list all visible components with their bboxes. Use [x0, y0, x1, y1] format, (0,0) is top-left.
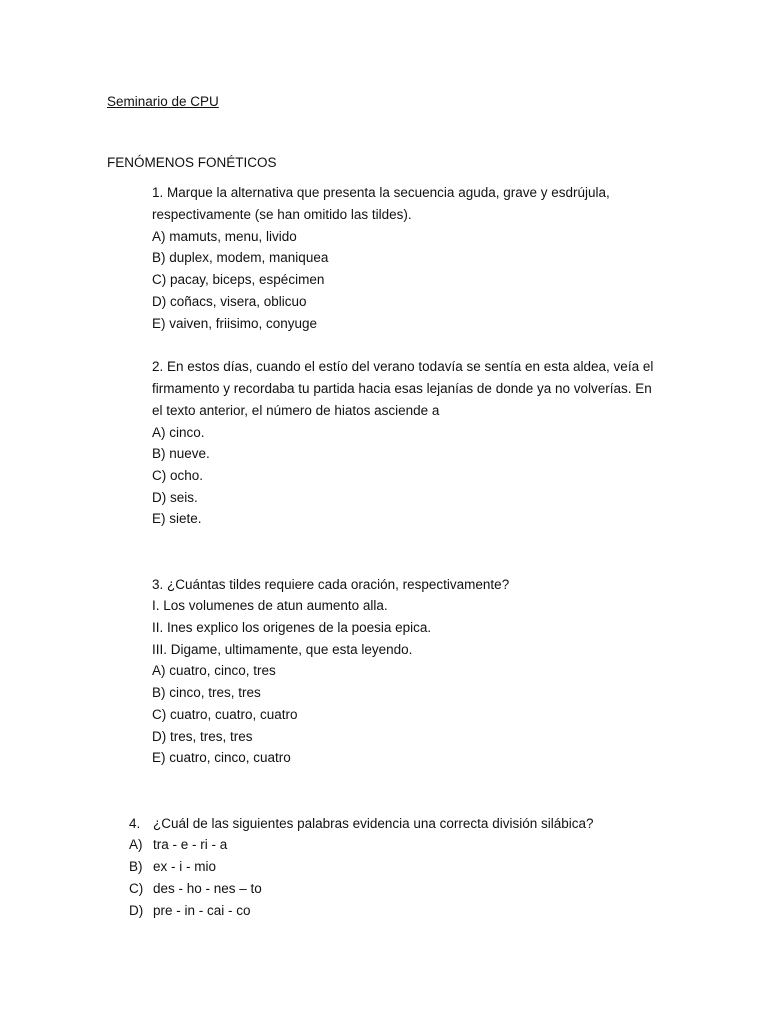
question-4-text: ¿Cuál de las siguientes palabras evidencia una correcta división silábica? — [153, 816, 594, 831]
question-4-option-a — [129, 836, 227, 854]
question-3-option-c: C) cuatro, cuatro, cuatro — [152, 707, 298, 722]
question-2-option-e: E) siete. — [152, 511, 202, 526]
question-3-sentence-3: III. Digame, ultimamente, que esta leyendo. — [152, 642, 413, 657]
question-4-line — [129, 815, 594, 833]
document-title: Seminario de CPU — [107, 94, 219, 109]
question-1-line-2: respectivamente (se han omitido las tildes). — [152, 207, 412, 222]
question-1-option-d: D) coñacs, visera, oblicuo — [152, 294, 307, 309]
question-3-sentence-1: I. Los volumenes de atun aumento alla. — [152, 598, 388, 613]
question-4-option-b — [129, 858, 216, 876]
option-label: A) — [129, 837, 143, 852]
option-label: B) — [129, 859, 143, 874]
option-text: ex - i - mio — [153, 859, 217, 874]
option-label: D) — [129, 903, 144, 918]
question-2-option-a: A) cinco. — [152, 425, 205, 440]
question-1-option-e: E) vaiven, friisimo, conyuge — [152, 316, 318, 331]
question-3-option-b: B) cinco, tres, tres — [152, 685, 261, 700]
question-1-option-c: C) pacay, biceps, espécimen — [152, 272, 325, 287]
question-2-option-b: B) nueve. — [152, 446, 210, 461]
question-2-line-1: 2. En estos días, cuando el estío del verano todavía se sentía en esta aldea, veía el — [152, 359, 654, 374]
question-2-option-c: C) ocho. — [152, 468, 204, 483]
section-heading: FENÓMENOS FONÉTICOS — [107, 155, 277, 170]
question-3-option-a: A) cuatro, cinco, tres — [152, 663, 276, 678]
question-3-sentence-2: II. Ines explico los origenes de la poesia epica. — [152, 620, 432, 635]
option-label: C) — [129, 881, 144, 896]
option-text: pre - in - cai - co — [153, 903, 251, 918]
question-3-option-e: E) cuatro, cinco, cuatro — [152, 750, 291, 765]
question-1-option-b: B) duplex, modem, maniquea — [152, 250, 329, 265]
question-1-line-1: 1. Marque la alternativa que presenta la secuencia aguda, grave y esdrújula, — [152, 185, 610, 200]
option-text: des - ho - nes – to — [153, 881, 262, 896]
question-4-option-c — [129, 880, 262, 898]
question-4-option-d — [129, 902, 251, 920]
question-3-line-1: 3. ¿Cuántas tildes requiere cada oración, respectivamente? — [152, 577, 510, 592]
question-2-line-2: firmamento y recordaba tu partida hacia esas lejanías de donde ya no volverías. En — [152, 381, 652, 396]
question-3-option-d: D) tres, tres, tres — [152, 729, 253, 744]
option-text: tra - e - ri - a — [153, 837, 228, 852]
question-2-line-3: el texto anterior, el número de hiatos asciende a — [152, 403, 440, 418]
question-4-number: 4. — [129, 816, 141, 831]
question-1-option-a: A) mamuts, menu, livido — [152, 229, 297, 244]
question-2-option-d: D) seis. — [152, 490, 198, 505]
